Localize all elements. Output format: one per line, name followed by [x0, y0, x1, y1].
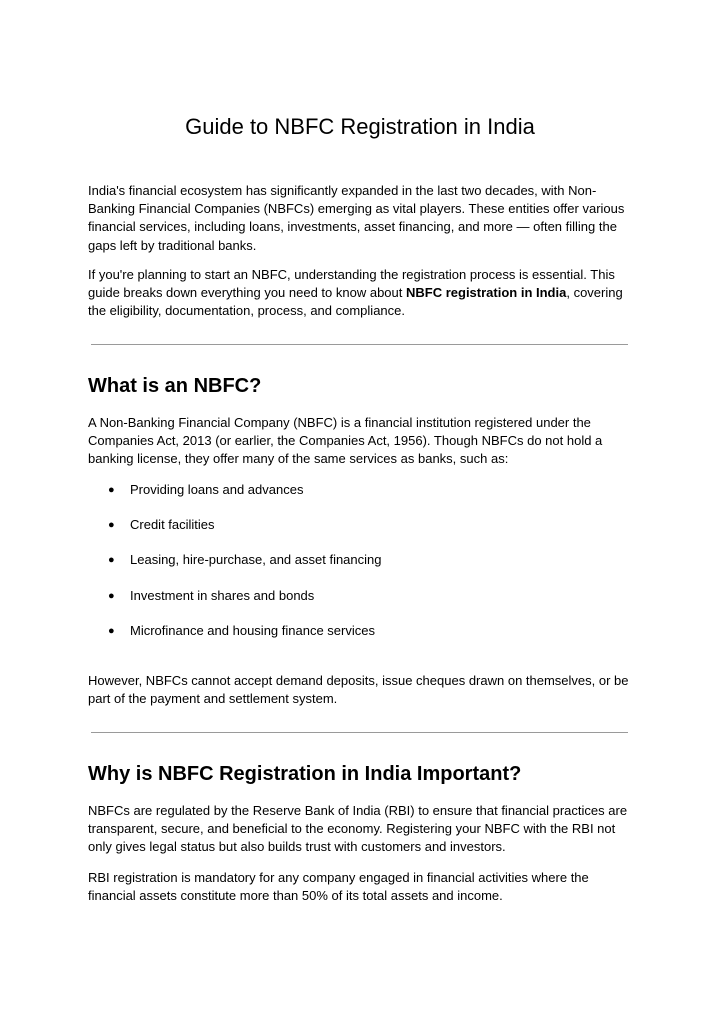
- bullet-icon: ●: [108, 554, 115, 567]
- services-bullet-list: [88, 481, 633, 657]
- intro-text-before: If you're planning to start an NBFC, understanding the registration process is essential. This guide breaks down everything you need to know about: [88, 267, 615, 301]
- intro-paragraph-1: India's financial ecosystem has significantly expanded in the last two decades, with Non-Banking Financial Companies (NBFCs) emerging as vital players. These entities offer various financial services, including loans, investments, asset financing, and more — often filling the gaps left by traditional banks.: [88, 183, 625, 253]
- horizontal-divider: [91, 732, 628, 733]
- section-1-paragraph-2: However, NBFCs cannot accept demand deposits, issue cheques drawn on themselves, or be part of the payment and settlement system.: [88, 673, 629, 707]
- list-item-text: Leasing, hire-purchase, and asset financing: [130, 552, 382, 568]
- bullet-icon: ●: [108, 519, 115, 532]
- bullet-icon: ●: [108, 589, 115, 602]
- section-2-paragraph-1: NBFCs are regulated by the Reserve Bank of India (RBI) to ensure that financial practices are transparent, secure, and beneficial to the economy. Registering your NBFC with the RBI not only gives legal status but also builds trust with customers and investors.: [88, 803, 628, 855]
- list-item: [88, 622, 633, 657]
- list-item-text: Investment in shares and bonds: [130, 587, 315, 603]
- intro-paragraph-2: [88, 266, 633, 321]
- list-item: [88, 481, 633, 516]
- intro-text-after: , covering the eligibility, documentation, process, and compliance.: [88, 285, 623, 319]
- section-1-paragraph-1: A Non-Banking Financial Company (NBFC) is a financial institution registered under the Companies Act, 2013 (or earlier, the Companies Act, 1956). Though NBFCs do not hold a banking license, they offer many of the same services as banks, such as:: [88, 415, 603, 467]
- section-2-paragraph-2: RBI registration is mandatory for any company engaged in financial activities where the financial assets constitute more than 50% of its total assets and income.: [88, 870, 589, 904]
- list-item-text: Credit facilities: [130, 517, 215, 533]
- list-item-text: Providing loans and advances: [130, 482, 304, 497]
- section-heading-why-registration-important: Why is NBFC Registration in India Important?: [88, 763, 522, 785]
- document-title: Guide to NBFC Registration in India: [185, 114, 535, 139]
- list-item: [88, 587, 633, 622]
- list-item: [88, 516, 633, 551]
- intro-bold-phrase: NBFC registration in India: [406, 285, 567, 301]
- bullet-icon: ●: [108, 624, 115, 637]
- list-item-text: Microfinance and housing finance services: [130, 622, 375, 638]
- list-item: [88, 551, 633, 586]
- section-heading-what-is-nbfc: What is an NBFC?: [88, 375, 262, 397]
- horizontal-divider: [91, 344, 628, 345]
- bullet-icon: ●: [108, 484, 115, 496]
